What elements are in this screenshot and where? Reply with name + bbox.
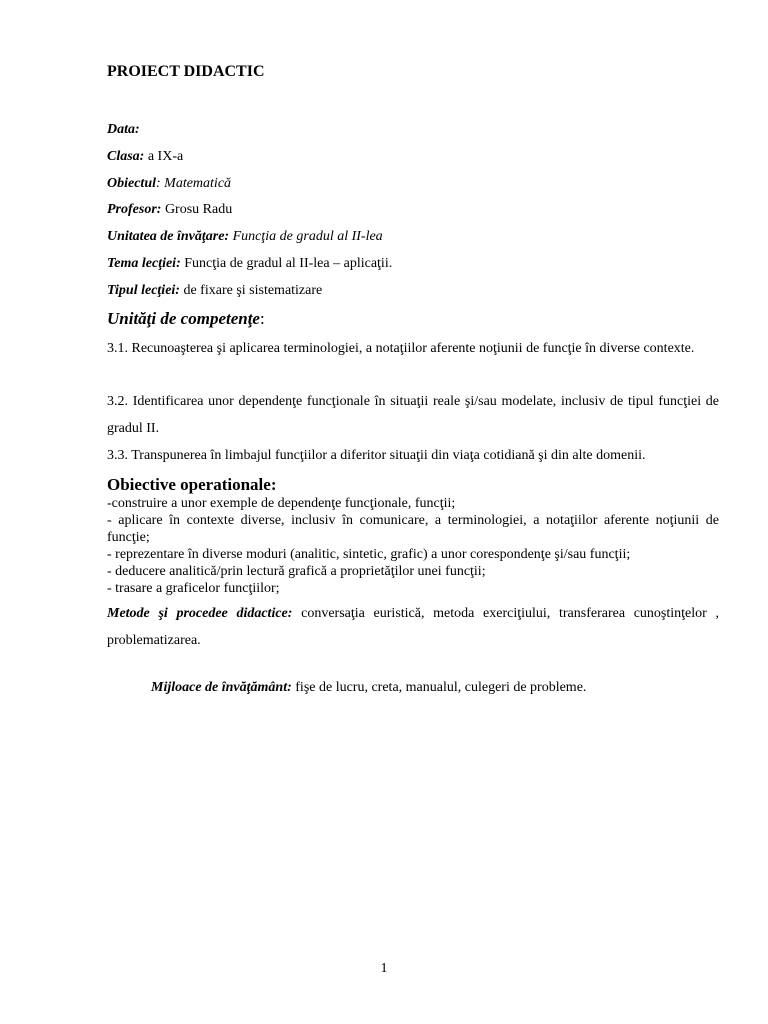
obiectul-label: Obiectul — [107, 175, 156, 191]
meta-tema-row — [107, 254, 719, 281]
lesson-metadata — [107, 120, 719, 308]
meta-data-row — [107, 120, 719, 147]
obiectiv-item: - aplicare în contexte diverse, inclusiv în comunicare, a terminologiei, a notaţiilor aferente noţiunii de funcţie; — [107, 513, 719, 545]
metode-label: Metode şi procedee didactice: — [107, 606, 293, 621]
unitatea-label: Unitatea de învăţare: — [107, 229, 230, 245]
meta-obiectul-row — [107, 174, 719, 201]
mijloace-paragraph — [151, 680, 586, 696]
competenta-item: 3.3. Transpunerea în limbajul funcţiilor a diferitor situaţii din viaţa cotidiană şi din alte domenii. — [107, 448, 646, 463]
obiective-list — [107, 495, 719, 597]
competenta-item: 3.2. Identificarea unor dependenţe funcţionale în situaţii reale şi/sau modelate, inclusiv de tipul funcţiei de gradul II. — [107, 394, 719, 436]
page-number: 1 — [380, 961, 388, 976]
mijloace-value: fişe de lucru, creta, manualul, culegeri de probleme. — [291, 680, 587, 695]
tema-value: Funcţia de gradul al II-lea – aplicaţii. — [180, 255, 393, 271]
competenta-item: 3.1. Recunoaşterea şi aplicarea terminologiei, a notaţiilor aferente noţiunii de funcţie în diverse contexte. — [107, 341, 695, 356]
obiectiv-item: - reprezentare în diverse moduri (analitic, sintetic, grafic) a unor corespondenţe şi/sau funcţii; — [107, 547, 631, 562]
obiectiv-item: - deducere analitică/prin lectură grafică a proprietăţilor unei funcţii; — [107, 564, 486, 579]
obiective-heading: Obiective operationale: — [107, 475, 277, 494]
profesor-label: Profesor: — [107, 202, 162, 218]
data-label: Data: — [107, 122, 140, 137]
meta-profesor-row — [107, 200, 719, 227]
meta-clasa-row — [107, 147, 719, 174]
meta-unitatea-row — [107, 227, 719, 254]
obiectiv-item: -construire a unor exemple de dependenţe funcţionale, funcţii; — [107, 496, 456, 511]
metode-paragraph — [107, 601, 719, 654]
tema-label: Tema lecţiei: — [107, 255, 181, 271]
tipul-label: Tipul lecţiei: — [107, 282, 180, 298]
metode-value: conversaţia euristică, metoda exerciţiului, transferarea cunoştinţelor , problematizarea. — [107, 606, 719, 648]
tipul-value: de fixare şi sistematizare — [179, 282, 323, 298]
competente-heading — [107, 309, 265, 329]
obiectiv-item: - trasare a graficelor funcţiilor; — [107, 581, 280, 596]
unitatea-value: Funcţia de gradul al II-lea — [229, 229, 383, 245]
clasa-value: a IX-a — [144, 148, 184, 164]
meta-tipul-row — [107, 281, 719, 308]
obiectul-value: : Matematică — [156, 175, 232, 191]
competente-heading-colon: : — [259, 309, 265, 328]
competente-heading-text: Unităţi de competenţe — [107, 309, 260, 328]
document-title: PROIECT DIDACTIC — [107, 63, 265, 80]
profesor-value: Grosu Radu — [161, 202, 233, 218]
clasa-label: Clasa: — [107, 148, 145, 164]
mijloace-label: Mijloace de învăţământ: — [151, 680, 292, 695]
